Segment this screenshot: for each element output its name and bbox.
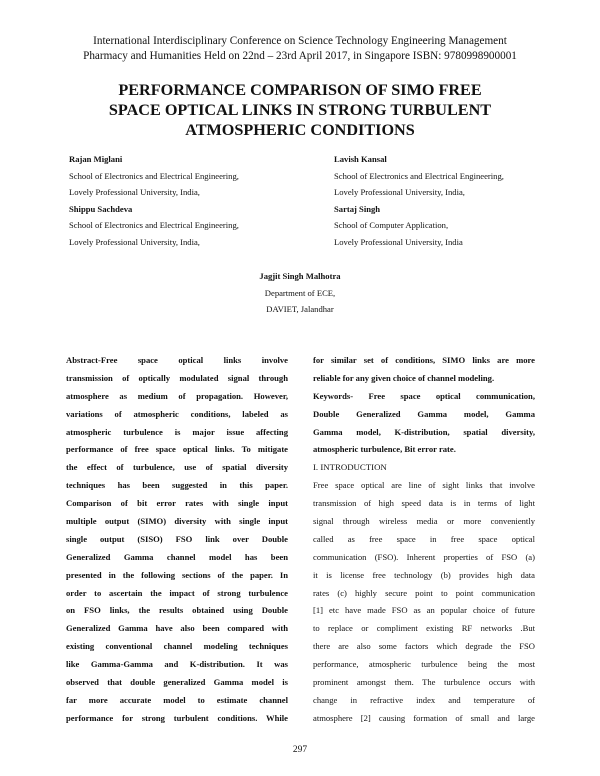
conference-header: [30, 34, 570, 64]
abstract-line: Comparison of bit error rates with single input: [66, 498, 288, 509]
intro-line: rates (c) highly secure point to point communication: [313, 587, 535, 598]
intro-line: [1] etc have made FSO as an popular choice of future: [313, 605, 535, 616]
abstract-line: on FSO links, the results obtained using Double: [66, 605, 288, 616]
abstract-line: transmission of optically modulated signal through: [66, 372, 288, 383]
abstract-line: order to ascertain the impact of strong turbulence: [66, 587, 288, 598]
authors-right: [334, 151, 574, 251]
intro-line: prominent amongst them. The turbulence occurs with: [313, 677, 535, 688]
conference-header-line-1: International Interdisciplinary Conference on Science Technology Engineering Management: [93, 35, 507, 47]
abstract-column: [66, 352, 288, 728]
abstract-line: techniques has been suggested in this paper.: [66, 480, 288, 491]
authors-left: [69, 151, 309, 251]
abstract-line: variations of atmospheric conditions, labeled as: [66, 408, 288, 419]
abstract-line: Generalized Gamma have also been compared with: [66, 623, 288, 634]
author-affiliation: School of Electronics and Electrical Engineering,: [69, 170, 239, 181]
keywords-line: atmospheric turbulence, Bit error rate.: [313, 444, 456, 455]
abstract-line: for similar set of conditions, SIMO links are more: [313, 355, 535, 365]
author-center: [200, 268, 400, 318]
author-name: Rajan Miglani: [69, 154, 123, 164]
intro-line: signal through wireless media or more conveniently: [313, 516, 535, 527]
intro-line: it is license free technology (b) provides high data: [313, 569, 535, 580]
abstract-line: presented in the following sections of the paper. In: [66, 569, 288, 580]
author-affiliation: Lovely Professional University, India,: [69, 236, 200, 247]
author-name: Lavish Kansal: [334, 154, 387, 164]
abstract-line: performance for strong turbulent conditions. While: [66, 712, 288, 723]
abstract-line: like Gamma-Gamma and K-distribution. It was: [66, 659, 288, 670]
intro-line: transmission of high speed data is in terms of light: [313, 498, 535, 509]
abstract-line: single output (SISO) FSO link over Double: [66, 533, 288, 544]
intro-line: performance, atmospheric turbulence being the most: [313, 659, 535, 670]
author-affiliation: School of Electronics and Electrical Engineering,: [69, 220, 239, 231]
paper-title: [50, 80, 550, 140]
intro-line: communication (FSO). Inherent properties of FSO (a): [313, 551, 535, 562]
author-affiliation: School of Computer Application,: [334, 220, 449, 231]
keywords-line: Keywords- Free space optical communication,: [313, 390, 535, 401]
intro-line: change in refractive index and temperature of: [313, 694, 535, 705]
abstract-line: reliable for any given choice of channel modeling.: [313, 372, 495, 383]
abstract-line: multiple output (SIMO) diversity with single input: [66, 516, 288, 527]
abstract-line: Generalized Gamma channel model has been: [66, 551, 288, 562]
abstract-line: performance of free space optical links. To mitigate: [66, 444, 288, 455]
page-number: 297: [292, 745, 308, 755]
right-column: [313, 352, 535, 728]
abstract-line: existing conventional channel modeling techniques: [66, 641, 288, 652]
author-affiliation: DAVIET, Jalandhar: [266, 304, 334, 315]
abstract-line: atmosphere as medium of propagation. However,: [66, 390, 288, 401]
intro-line: to replace or compliment existing RF networks .But: [313, 623, 535, 634]
abstract-line: far more accurate model to estimate channel: [66, 694, 288, 705]
abstract-line: Abstract-Free space optical links involve: [66, 355, 288, 365]
intro-line: Free space optical are line of sight links that involve: [313, 480, 535, 491]
author-name: Sartaj Singh: [334, 203, 381, 214]
abstract-line: atmospheric turbulence is major issue affecting: [66, 426, 288, 437]
author-affiliation: Lovely Professional University, India: [334, 236, 463, 247]
intro-line: atmosphere [2] causing formation of small and large: [313, 712, 535, 723]
conference-header-line-2: Pharmacy and Humanities Held on 22nd – 23rd April 2017, in Singapore ISBN: 9780998900001: [83, 50, 517, 62]
author-name: Shippu Sachdeva: [69, 203, 133, 214]
intro-line: there are also some factors which degrade the FSO: [313, 641, 535, 652]
paper-title-line-3: ATMOSPHERIC CONDITIONS: [185, 121, 415, 139]
author-name: Jagjit Singh Malhotra: [259, 271, 341, 281]
author-affiliation: Lovely Professional University, India,: [334, 187, 465, 198]
paper-title-line-2: SPACE OPTICAL LINKS IN STRONG TURBULENT: [108, 101, 492, 119]
intro-line: called as free space in free space optical: [313, 533, 535, 544]
keywords-line: Gamma model, K-distribution, spatial diversity,: [313, 426, 535, 437]
abstract-line: the effect of turbulence, use of spatial diversity: [66, 462, 288, 473]
author-affiliation: Department of ECE,: [264, 287, 336, 298]
keywords-line: Double Generalized Gamma model, Gamma: [313, 408, 535, 419]
author-affiliation: School of Electronics and Electrical Engineering,: [334, 170, 504, 181]
paper-title-line-1: PERFORMANCE COMPARISON OF SIMO FREE: [118, 81, 482, 99]
abstract-line: observed that double generalized Gamma model is: [66, 677, 288, 688]
section-heading: I. INTRODUCTION: [313, 462, 387, 473]
author-affiliation: Lovely Professional University, India,: [69, 187, 200, 198]
